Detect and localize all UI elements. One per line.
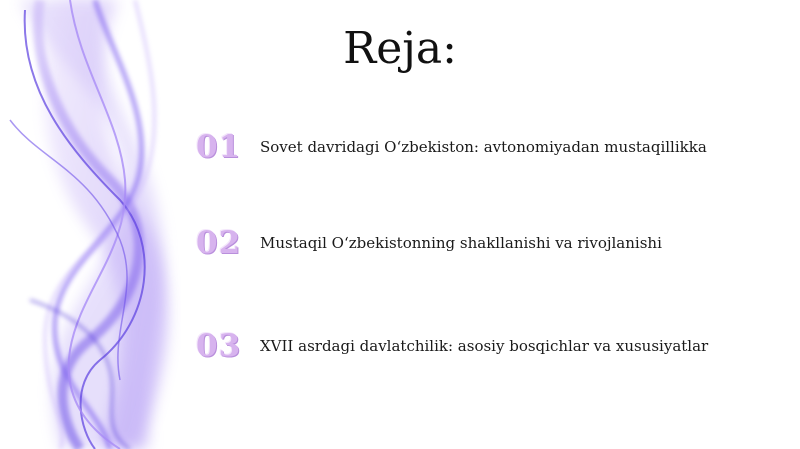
agenda-number: 02 [196, 225, 242, 261]
agenda-item [196, 326, 708, 366]
agenda-text: Mustaqil O‘zbekistonning shakllanishi va rivojlanishi [260, 234, 662, 252]
slide-title: Reja: [343, 23, 457, 74]
purple-smoke-decoration [0, 0, 200, 449]
agenda-item [196, 127, 707, 167]
agenda-text: Sovet davridagi O‘zbekiston: avtonomiyadan mustaqillikka [260, 138, 707, 156]
agenda-number: 03 [196, 328, 242, 364]
agenda-text: XVII asrdagi davlatchilik: asosiy bosqichlar va xususiyatlar [260, 337, 709, 355]
agenda-number: 01 [196, 129, 242, 165]
agenda-item [196, 223, 662, 263]
